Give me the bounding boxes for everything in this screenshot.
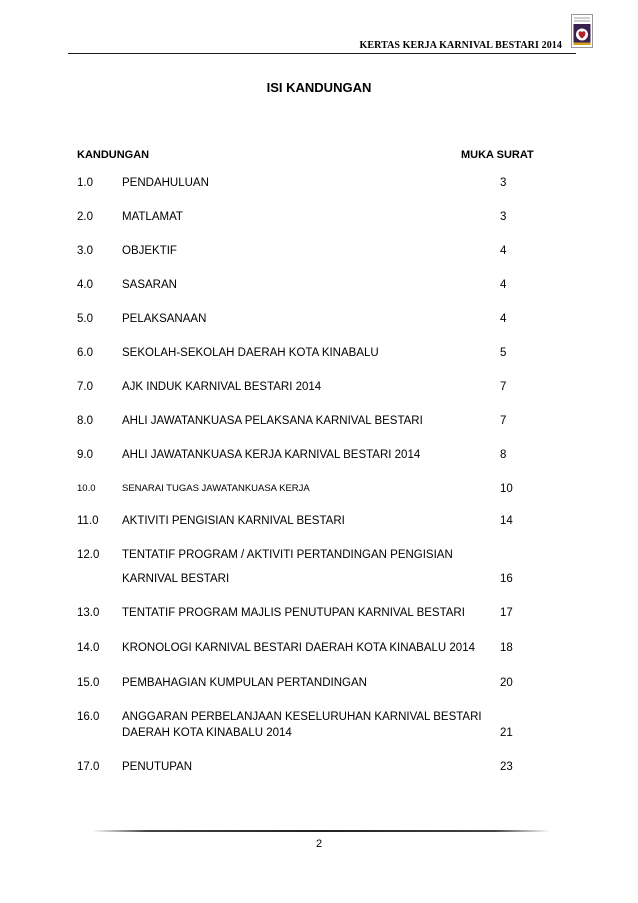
entry-page: 17 (500, 607, 513, 619)
entry-number: 8.0 (77, 415, 93, 427)
entry-page: 8 (500, 449, 507, 461)
toc-entry (0, 381, 638, 397)
entry-page: 4 (500, 245, 507, 257)
toc-entry (0, 245, 638, 261)
entry-page: 5 (500, 347, 507, 359)
entry-number: 12.0 (77, 549, 100, 561)
toc-entry (0, 549, 638, 565)
toc-entry (0, 515, 638, 531)
entry-number: 4.0 (77, 279, 93, 291)
entry-title: AHLI JAWATANKUASA KERJA KARNIVAL BESTARI 2014 (122, 449, 421, 461)
entry-number: 3.0 (77, 245, 93, 257)
toc-entry (0, 761, 638, 777)
toc-entry (0, 415, 638, 431)
entry-page: 7 (500, 381, 507, 393)
entry-title: ANGGARAN PERBELANJAAN KESELURUHAN KARNIVAL BESTARI (122, 711, 482, 723)
entry-page: 14 (500, 515, 513, 527)
header-title: KERTAS KERJA KARNIVAL BESTARI 2014 (359, 40, 562, 51)
entry-title: SEKOLAH-SEKOLAH DAERAH KOTA KINABALU (122, 347, 379, 359)
entry-number: 10.0 (77, 483, 96, 494)
entry-page: 4 (500, 313, 507, 325)
toc-entry (0, 483, 638, 499)
toc-entry (0, 211, 638, 227)
entry-number: 13.0 (77, 607, 100, 619)
entry-title: AJK INDUK KARNIVAL BESTARI 2014 (122, 381, 322, 393)
entry-title: KRONOLOGI KARNIVAL BESTARI DAERAH KOTA KINABALU 2014 (122, 642, 475, 654)
entry-number: 6.0 (77, 347, 93, 359)
entry-number: 11.0 (77, 515, 99, 527)
page-column-header: MUKA SURAT (461, 149, 534, 161)
toc-entry-continuation (0, 573, 638, 589)
entry-number: 16.0 (77, 711, 100, 723)
entry-title: SASARAN (122, 279, 177, 291)
page-number: 2 (315, 838, 323, 850)
entry-number: 7.0 (77, 381, 93, 393)
entry-page: 10 (500, 483, 513, 495)
entry-number: 5.0 (77, 313, 93, 325)
entry-title: PELAKSANAAN (122, 313, 207, 325)
entry-page: 16 (500, 573, 513, 585)
contents-column-header: KANDUNGAN (77, 149, 150, 161)
entry-title: TENTATIF PROGRAM / AKTIVITI PERTANDINGAN PENGISIAN (122, 549, 453, 561)
entry-title-line2: DAERAH KOTA KINABALU 2014 (122, 727, 292, 739)
entry-page: 21 (500, 727, 513, 739)
entry-page: 23 (500, 761, 513, 773)
toc-entry (0, 711, 638, 745)
toc-entry (0, 347, 638, 363)
entry-page: 20 (500, 677, 513, 689)
toc-heading: ISI KANDUNGAN (266, 80, 372, 95)
header-rule (68, 53, 576, 54)
entry-page: 7 (500, 415, 507, 427)
entry-title: AKTIVITI PENGISIAN KARNIVAL BESTARI (122, 515, 345, 527)
entry-number: 1.0 (77, 177, 93, 189)
entry-number: 2.0 (77, 211, 93, 223)
entry-number: 17.0 (77, 761, 100, 773)
toc-entry (0, 177, 638, 193)
entry-title: PEMBAHAGIAN KUMPULAN PERTANDINGAN (122, 677, 367, 689)
entry-number: 15.0 (77, 677, 100, 689)
entry-title: PENUTUPAN (122, 761, 193, 773)
toc-entry (0, 642, 638, 658)
entry-page: 18 (500, 642, 513, 654)
entry-title: KARNIVAL BESTARI (122, 573, 230, 585)
entry-title: PENDAHULUAN (122, 177, 209, 189)
toc-entry (0, 607, 638, 623)
school-crest-icon (571, 14, 593, 48)
footer-rule (92, 830, 550, 832)
entry-number: 9.0 (77, 449, 93, 461)
entry-title: OBJEKTIF (122, 245, 177, 257)
entry-page: 3 (500, 177, 507, 189)
entry-title: TENTATIF PROGRAM MAJLIS PENUTUPAN KARNIVAL BESTARI (122, 607, 465, 619)
entry-page: 3 (500, 211, 507, 223)
entry-number: 14.0 (77, 642, 100, 654)
entry-title: SENARAI TUGAS JAWATANKUASA KERJA (122, 483, 310, 494)
toc-entry (0, 279, 638, 295)
toc-entry (0, 449, 638, 465)
entry-title: AHLI JAWATANKUASA PELAKSANA KARNIVAL BESTARI (122, 415, 423, 427)
toc-entry (0, 313, 638, 329)
toc-entry (0, 677, 638, 693)
entry-page: 4 (500, 279, 507, 291)
entry-title: MATLAMAT (122, 211, 183, 223)
